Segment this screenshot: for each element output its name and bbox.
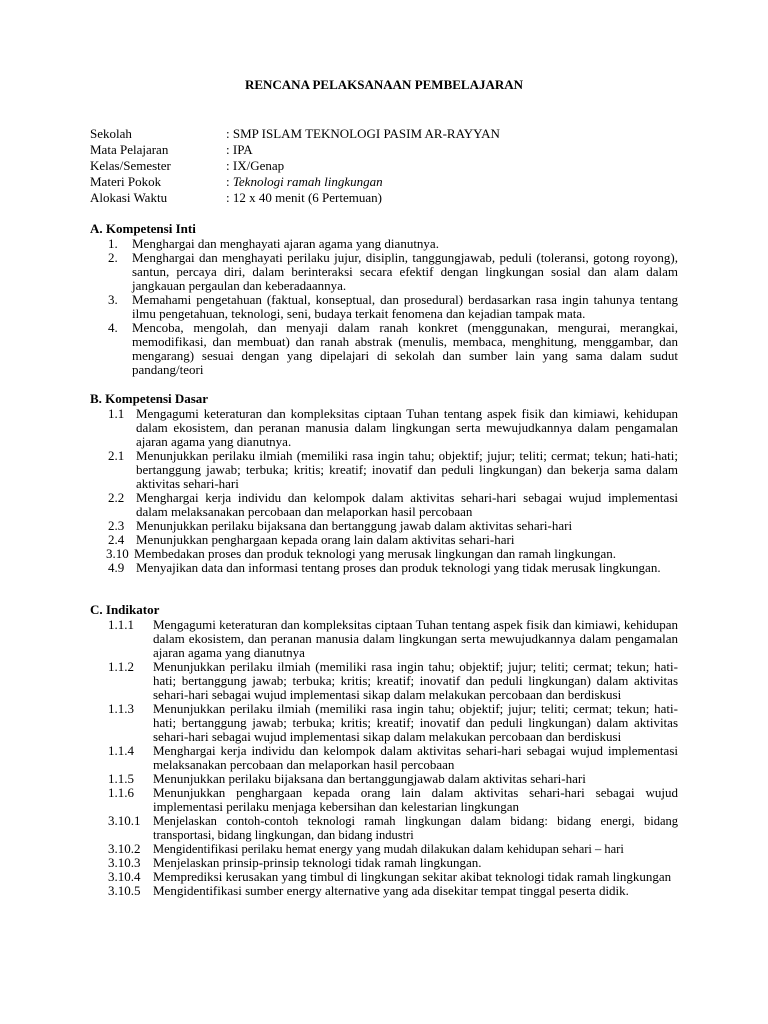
list-item: [108, 842, 678, 856]
list-item: [106, 547, 678, 561]
list-item: [108, 561, 678, 575]
identity-value: : IPA: [226, 142, 253, 157]
item-number: 3.10.2: [108, 841, 141, 856]
identity-row-subject: [90, 142, 690, 158]
list-item: [108, 251, 678, 293]
item-number: 3.10.5: [108, 883, 141, 898]
item-text: Menjelaskan prinsip-prinsip teknologi tidak ramah lingkungan.: [153, 855, 482, 870]
identity-label: Alokasi Waktu: [90, 190, 168, 205]
item-text: Mengidentifikasi sumber energy alternative yang ada disekitar tempat tinggal peserta didik.: [153, 883, 629, 898]
item-number: 1.1.2: [108, 659, 134, 674]
list-item: [108, 660, 678, 702]
item-text: Memprediksi kerusakan yang timbul di lingkungan sekitar akibat teknologi tidak ramah lingkungan: [153, 869, 672, 884]
item-text: Menunjukkan perilaku bijaksana dan bertanggungjawab dalam aktivitas sehari-hari: [153, 771, 586, 786]
item-text: Mencoba, mengolah, dan menyaji dalam ranah konkret (menggunakan, mengurai, merangkai, memodifikasi, dan membuat) dan ranah abstrak (menulis, membaca, menghitung, menggambar, dan mengarang) sesuai dengan yang dipelajari di sekolah dan sumber lain yang sama dalam sudut pandang/teori: [132, 320, 678, 377]
list-item: [108, 702, 678, 744]
list-item: [108, 884, 678, 898]
section-heading: B. Kompetensi Dasar: [90, 391, 209, 406]
section-heading: C. Indikator: [90, 602, 160, 617]
item-number: 3.10: [106, 546, 129, 561]
item-number: 1.1.6: [108, 785, 134, 800]
item-text: Menunjukkan penghargaan kepada orang lain dalam aktivitas sehari-hari sebagai wujud implementasi perilaku menjaga kebersihan dan kelestarian lingkungan: [153, 785, 678, 814]
identity-value: : IX/Genap: [226, 158, 285, 173]
list-item: [108, 772, 678, 786]
identity-value: [226, 174, 690, 190]
item-text: Menunjukkan perilaku ilmiah (memiliki rasa ingin tahu; objektif; jujur; teliti; cermat; tekun; hati-hati; bertanggung jawab; terbuka; kritis; kreatif; inovatif dan peduli lingkungan) dalam aktivitas sehari-hari sebagai wujud implementasi sikap dalam melakukan percobaan dan berdiskusi: [153, 701, 678, 744]
item-number: 3.: [108, 292, 118, 307]
item-text: Membedakan proses dan produk teknologi yang merusak lingkungan dan ramah lingkungan.: [134, 546, 616, 561]
item-number: 2.4: [108, 532, 125, 547]
section-kompetensi-dasar: [90, 391, 678, 575]
section-heading: A. Kompetensi Inti: [90, 221, 196, 236]
item-number: 3.10.1: [108, 813, 141, 828]
item-text: Mengidentifikasi perilaku hemat energy yang mudah dilakukan dalam kehidupan sehari – hari: [153, 842, 624, 856]
item-number: 1.1: [108, 406, 125, 421]
item-text: Mengagumi keteraturan dan kompleksitas ciptaan Tuhan tentang aspek fisik dan kimiawi, kehidupan dalam ekosistem, dan peranan manusia dalam lingkungan serta mewujudkannya dalam pengamalan ajaran agama yang dianutnya.: [136, 406, 678, 449]
list-item: [108, 293, 678, 321]
item-number: 3.10.3: [108, 855, 141, 870]
section-indikator: [90, 602, 678, 898]
identity-value: : SMP ISLAM TEKNOLOGI PASIM AR-RAYYAN: [226, 126, 500, 141]
item-number: 4.: [108, 320, 118, 335]
item-number: 1.1.3: [108, 701, 134, 716]
list-item: [108, 533, 678, 547]
item-number: 3.10.4: [108, 869, 141, 884]
item-number: 2.: [108, 250, 118, 265]
item-text: Menjelaskan contoh-contoh teknologi ramah lingkungan dalam bidang: bidang energi, bidang transportasi, bidang lingkungan, dan bidang industri: [153, 814, 678, 842]
identity-value: : 12 x 40 menit (6 Pertemuan): [226, 190, 382, 205]
list-item: [108, 744, 678, 772]
identity-row-time: [90, 190, 690, 206]
list-item: [108, 407, 678, 449]
document-title: RENCANA PELAKSANAAN PEMBELAJARAN: [244, 77, 524, 92]
list-item: [108, 814, 678, 842]
identity-block: [90, 126, 690, 206]
item-text: Menunjukkan penghargaan kepada orang lain dalam aktivitas sehari-hari: [136, 532, 515, 547]
item-text: Menunjukkan perilaku ilmiah (memiliki rasa ingin tahu; objektif; jujur; teliti; cermat; tekun; hati-hati; bertanggung jawab; terbuka; kritis; kreatif; inovatif dan peduli lingkungan) dan bekerja sama dalam aktivitas sehari-hari: [136, 448, 678, 491]
identity-value-prefix: :: [226, 174, 233, 189]
item-number: 1.: [108, 236, 118, 251]
identity-label: Materi Pokok: [90, 174, 162, 189]
identity-label: Mata Pelajaran: [90, 142, 169, 157]
item-text: Menghargai dan menghayati ajaran agama yang dianutnya.: [132, 236, 439, 251]
item-text: Menunjukkan perilaku ilmiah (memiliki rasa ingin tahu; objektif; jujur; teliti; cermat; tekun; hati-hati; bertanggung jawab; terbuka; kritis; kreatif; inovatif dan peduli lingkungan) dalam aktivitas sehari-hari sebagai wujud implementasi sikap dalam melakukan percobaan dan berdiskusi: [153, 659, 678, 702]
item-text: Menghargai kerja individu dan kelompok dalam aktivitas sehari-hari sebagai wujud implementasi dalam melaksanakan percobaan dan melaporkan hasil percobaan: [136, 490, 678, 519]
list-item: [108, 449, 678, 491]
item-text: Mengagumi keteraturan dan kompleksitas ciptaan Tuhan tentang aspek fisik dan kimiawi, kehidupan dalam ekosistem, dan peranan manusia dalam lingkungan serta mewujudkannya dalam pengamalan ajaran agama yang dianutnya: [153, 617, 678, 660]
identity-value-topic: Teknologi ramah lingkungan: [232, 174, 383, 189]
list-item: [108, 237, 678, 251]
item-text: Memahami pengetahuan (faktual, konseptual, dan prosedural) berdasarkan rasa ingin tahunya tentang ilmu pengetahuan, teknologi, seni, budaya terkait fenomena dan kejadian tampak mata.: [132, 292, 678, 321]
item-number: 2.1: [108, 448, 125, 463]
item-number: 2.3: [108, 518, 125, 533]
identity-label: Sekolah: [90, 126, 132, 141]
item-number: 2.2: [108, 490, 125, 505]
item-number: 4.9: [108, 560, 125, 575]
list-item: [108, 856, 678, 870]
identity-row-topic: [90, 174, 690, 190]
item-number: 1.1.1: [108, 617, 134, 632]
list-item: [108, 519, 678, 533]
identity-row-school: [90, 126, 690, 142]
list-item: [108, 786, 678, 814]
item-text: Menyajikan data dan informasi tentang proses dan produk teknologi yang tidak merusak lingkungan.: [136, 560, 661, 575]
list-item: [108, 491, 678, 519]
section-kompetensi-inti: [90, 221, 678, 377]
list-item: [108, 321, 678, 377]
item-text: Menunjukkan perilaku bijaksana dan bertanggung jawab dalam aktivitas sehari-hari: [136, 518, 573, 533]
identity-row-class: [90, 158, 690, 174]
list-item: [108, 618, 678, 660]
item-number: 1.1.4: [108, 743, 134, 758]
item-text: Menghargai dan menghayati perilaku jujur, disiplin, tanggungjawab, peduli (toleransi, gotong royong), santun, percaya diri, dalam berinteraksi secara efektif dengan lingkungan sosial dan alam dalam jangkauan pergaulan dan keberadaannya.: [132, 250, 678, 293]
identity-label: Kelas/Semester: [90, 158, 171, 173]
item-number: 1.1.5: [108, 771, 134, 786]
item-text: Menghargai kerja individu dan kelompok dalam aktivitas sehari-hari sebagai wujud implementasi melaksanakan percobaan dan melaporkan hasil percobaan: [153, 743, 678, 772]
list-item: [108, 870, 678, 884]
